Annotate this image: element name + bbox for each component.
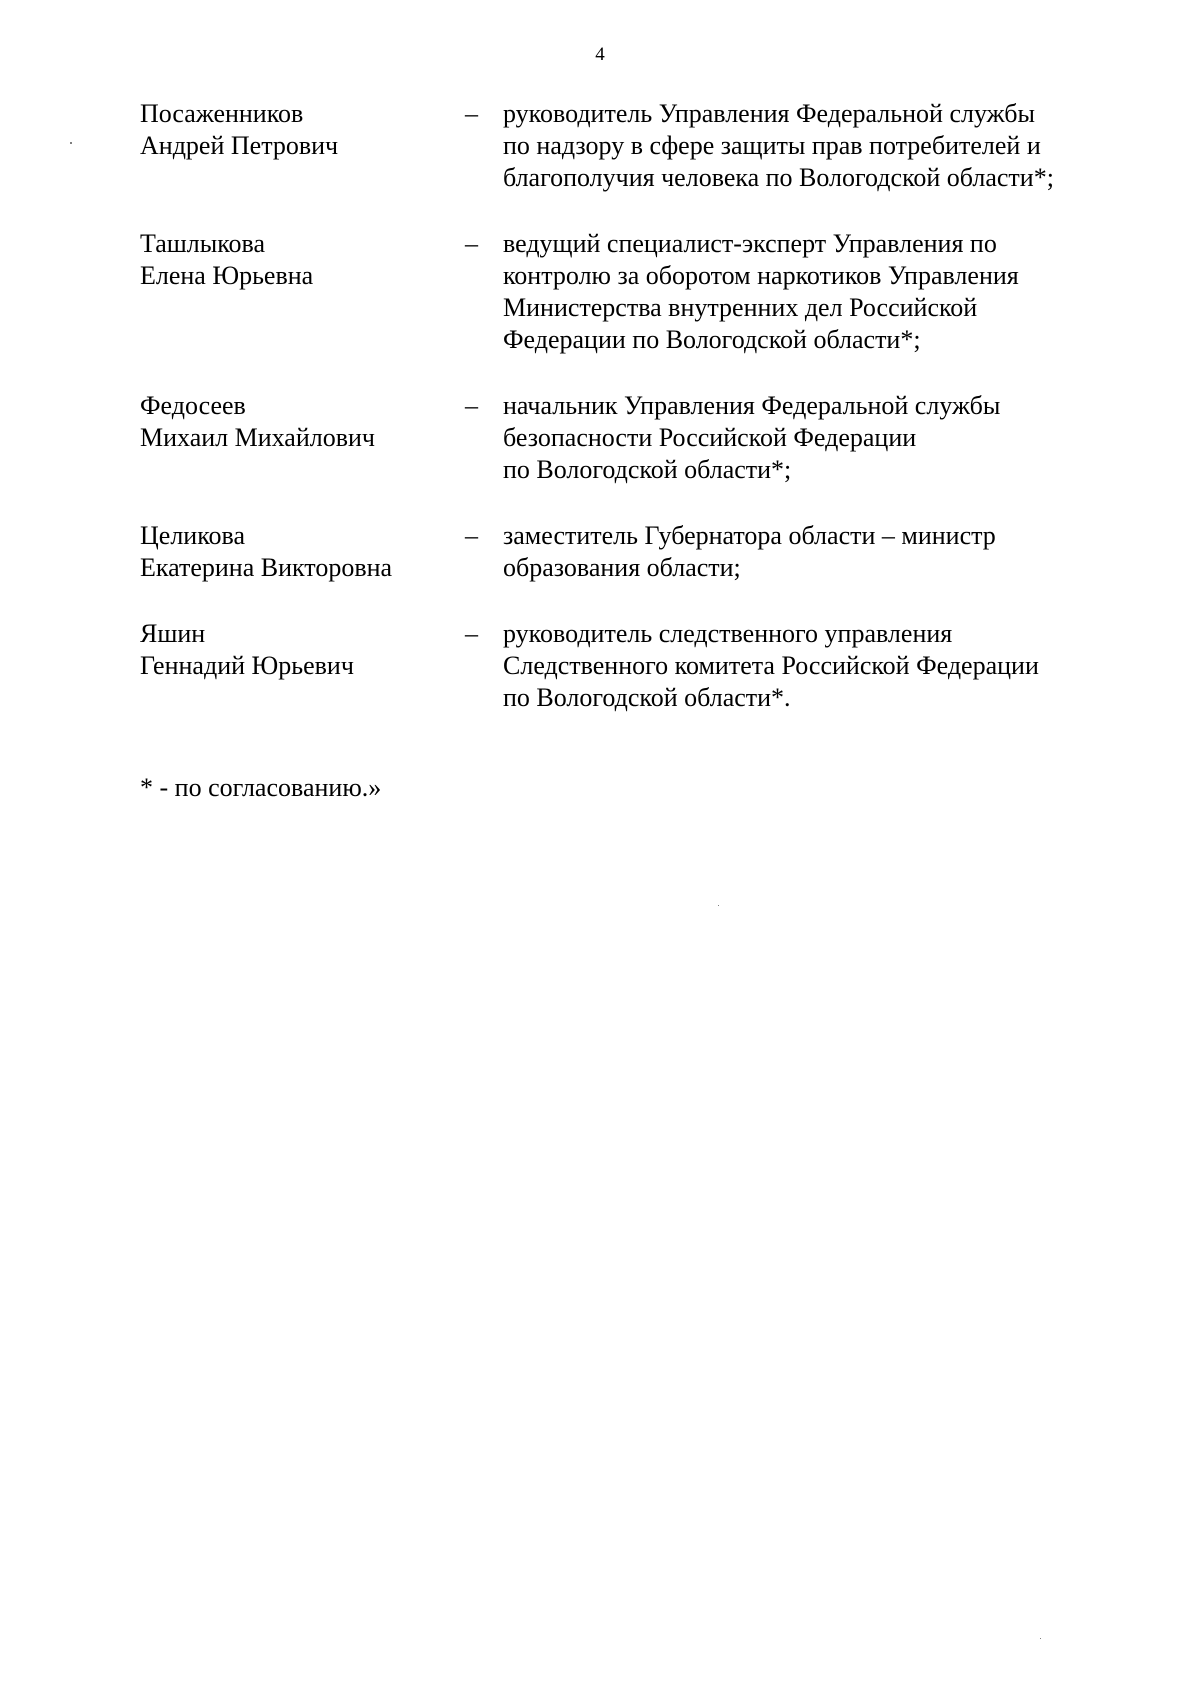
dash-separator: – (465, 521, 478, 550)
given-names: Екатерина Викторовна (140, 553, 393, 582)
position-line: начальник Управления Федеральной службы (503, 391, 1001, 420)
surname: Яшин (140, 619, 206, 648)
position-line: заместитель Губернатора области – министр (503, 521, 996, 550)
position-line: руководитель следственного управления (503, 619, 953, 648)
dash-separator: – (465, 619, 478, 648)
member-position (503, 618, 1140, 714)
scan-speck (718, 905, 719, 906)
given-names: Геннадий Юрьевич (140, 651, 354, 680)
list-item (140, 520, 1140, 584)
surname: Ташлыкова (140, 229, 266, 258)
position-line: по надзору в сфере защиты прав потребителей и (503, 131, 1041, 160)
given-names: Андрей Петрович (140, 131, 339, 160)
member-position (503, 390, 1140, 486)
position-line: благополучия человека по Вологодской области*; (503, 163, 1054, 192)
member-name (140, 98, 465, 162)
position-line: Федерации по Вологодской области*; (503, 325, 921, 354)
list-item (140, 228, 1140, 356)
dash-separator: – (465, 229, 478, 258)
given-names: Михаил Михайлович (140, 423, 376, 452)
member-name (140, 618, 465, 682)
list-item (140, 390, 1140, 486)
position-line: Следственного комитета Российской Федерации (503, 651, 1039, 680)
dash-separator: – (465, 99, 478, 128)
position-line: безопасности Российской Федерации (503, 423, 917, 452)
member-name (140, 390, 465, 454)
position-line: руководитель Управления Федеральной службы (503, 99, 1035, 128)
position-line: ведущий специалист-эксперт Управления по (503, 229, 997, 258)
scan-speck (70, 142, 72, 144)
member-name (140, 228, 465, 292)
position-line: по Вологодской области*; (503, 455, 792, 484)
position-line: контролю за оборотом наркотиков Управления (503, 261, 1019, 290)
member-position (503, 228, 1140, 356)
page-number: 4 (595, 44, 605, 65)
list-item (140, 618, 1140, 714)
position-line: по Вологодской области*. (503, 683, 791, 712)
list-item (140, 98, 1140, 194)
given-names: Елена Юрьевна (140, 261, 314, 290)
surname: Федосеев (140, 391, 246, 420)
scan-speck (1040, 1638, 1041, 1639)
member-position (503, 98, 1140, 194)
dash-separator: – (465, 391, 478, 420)
position-line: Министерства внутренних дел Российской (503, 293, 978, 322)
footnote: * - по согласованию.» (140, 773, 382, 802)
position-line: образования области; (503, 553, 741, 582)
surname: Целикова (140, 521, 245, 550)
member-name (140, 520, 465, 584)
member-position (503, 520, 1140, 584)
member-list (140, 98, 1140, 748)
surname: Посаженников (140, 99, 304, 128)
